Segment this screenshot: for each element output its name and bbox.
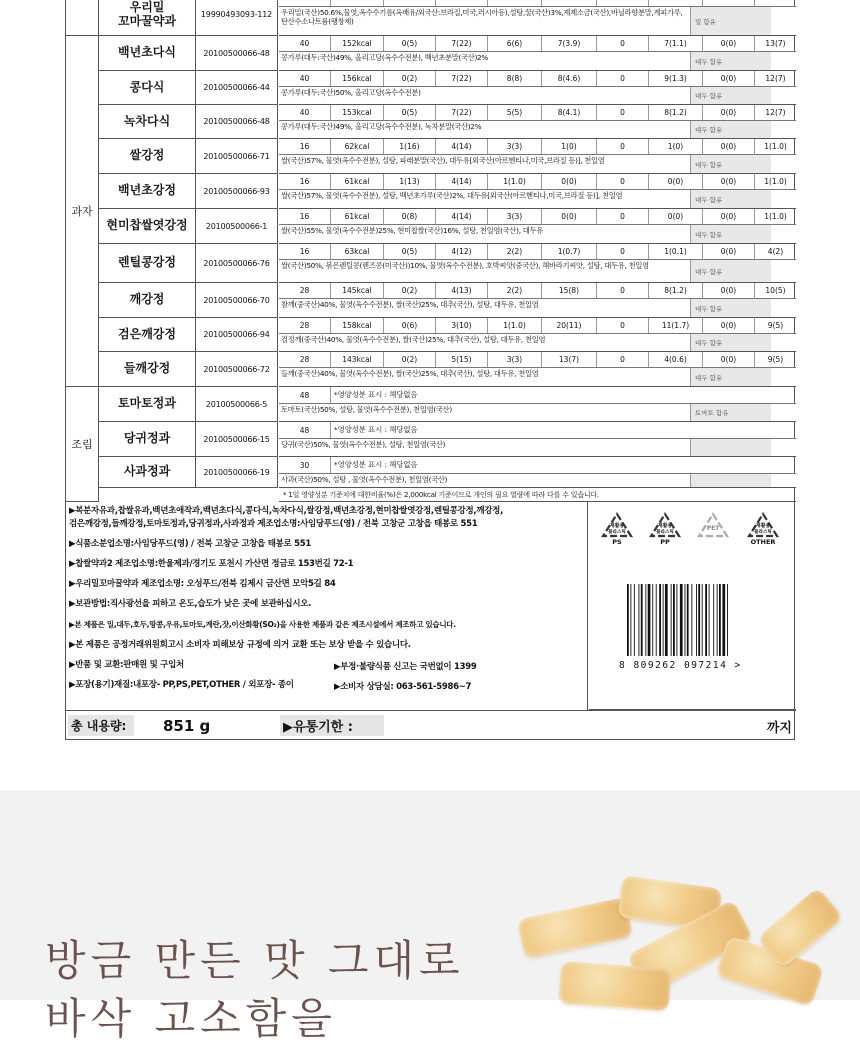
ingredients-text: 쌀(국산)55%, 물엿(옥수수전분)25%, 현미찹쌀(국산)16%, 설탕, 천일염(국산), 대두유: [279, 225, 691, 243]
nutrition-value: 0: [597, 244, 649, 259]
nutrition-value: 145kcal: [331, 283, 384, 298]
allergy-note: 밀 함유: [691, 7, 771, 35]
nutrition-row: [279, 105, 796, 121]
nutrition-value: 12(7): [765, 108, 786, 117]
nutrition-value: 20(11): [542, 318, 597, 333]
nutrition-value: 28: [279, 318, 331, 333]
info-line-6: ▶보관방법:직사광선을 피하고 온도,습도가 낮은 곳에 보관하십시오.: [69, 599, 312, 609]
nutrition-value: 7(22): [436, 105, 488, 120]
ingredients-text: 사과(국산)50%, 설탕 , 물엿(옥수수전분), 천일염(국산): [279, 474, 691, 487]
packaging-info: ▶포장(용기)재질:내포장- PP,PS,PET,OTHER / 외포장- 종이: [69, 680, 294, 690]
nutrition-value: 1(0.1): [649, 244, 703, 259]
nutrition-row: [279, 36, 796, 52]
svg-text:재활용: 재활용: [609, 523, 625, 529]
consumer-info: ▶소비자 상담실: 063-561-5986~7: [334, 682, 472, 692]
ingredients-text: 콩가루(대두:국산)49%, 올리고당(옥수수전분), 백년초분말(국산)2%: [279, 52, 691, 70]
nutrition-value: 10(5): [765, 286, 786, 295]
ingredients-row-top: [279, 7, 796, 36]
ingredients-row: [279, 368, 796, 387]
nutrition-value: 16: [279, 209, 331, 224]
recycle-pp-label: PP: [660, 538, 670, 546]
ingredients-text: 쌀(국산)57%, 물엿(옥수수전분), 설탕, 백년초가루(국산)2%, 대두유[외국산(아르헨티나,미국,브라질 등)], 천일염: [279, 190, 691, 208]
nutrition-value: 0(2): [384, 352, 436, 367]
return-info: ▶반품 및 교환:판매원 및 구입처: [69, 660, 184, 670]
promo-headline: 방금 만든 맛 그대로: [45, 936, 465, 985]
nutrition-value: 0(6): [384, 318, 436, 333]
ingredients-text: 들깨(중국산)40%, 물엿(옥수수전분), 쌀(국산)25%, 대추(국산), 설탕, 대두유, 천일염: [279, 368, 691, 386]
nutrition-value: 8(4.1): [542, 105, 597, 120]
nutrition-value: 40: [279, 36, 331, 51]
nutrition-value: 0(5): [384, 105, 436, 120]
category-snack: 과자: [66, 36, 99, 387]
svg-text:재활용: 재활용: [755, 523, 771, 529]
nutrition-row-top: [279, 0, 796, 7]
info-line-5: ▶우리밀꼬마꿀약과 제조업소명: 오성푸드/전북 김제시 금산면 모악5길 84: [69, 579, 336, 589]
nutrition-value: 28: [279, 352, 331, 367]
nutrition-value: 62kcal: [331, 139, 384, 154]
allergy-note: [691, 439, 771, 456]
allergy-note: 대두 함유: [691, 52, 771, 70]
ingredients-row: [279, 52, 796, 71]
product-name: 녹차다식: [99, 105, 196, 139]
nutrition-value: 0(0): [703, 283, 755, 298]
nutrition-value: 13(7): [542, 352, 597, 367]
product-name: 현미찹쌀엿강정: [99, 209, 196, 244]
nutrition-value: 0(2): [384, 283, 436, 298]
nutrition-value: 28: [279, 283, 331, 298]
recycle-ps-label: PS: [612, 538, 622, 546]
nutrition-value: 61kcal: [331, 209, 384, 224]
nutrition-value: 0: [597, 209, 649, 224]
weight-row: [279, 387, 796, 404]
nutrition-value: 4(14): [436, 174, 488, 189]
nutrition-value: 7(1.1): [649, 36, 703, 51]
nutrition-value: 1(0): [542, 139, 597, 154]
product-code: 20100500066-15: [196, 422, 278, 457]
nutrition-value: 4(14): [436, 209, 488, 224]
product-code: 20100500066-94: [196, 318, 278, 352]
allergy-note: 대두 함유: [691, 190, 771, 208]
nutrition-value: 2(2): [488, 244, 542, 259]
ingredients-text: 콩가루(대두:국산)49%, 올리고당(옥수수전분), 녹차분말(국산)2%: [279, 121, 691, 138]
barcode-number: 8 809262 097214 >: [619, 660, 742, 671]
nutrition-value: 0(0): [703, 36, 755, 51]
product-code: 20100500066-93: [196, 174, 278, 209]
product-code: 20100500066-48: [196, 36, 278, 71]
nutrition-value: 1(1.0): [488, 174, 542, 189]
product-name: 당귀정과: [99, 422, 196, 457]
nutrition-value: 40: [279, 105, 331, 120]
nutrition-value: 1(16): [384, 139, 436, 154]
daily-value-footnote: * 1일 영양성분 기준치에 대한비율(%)은 2,000kcal 기준이므로 개인의 필요 열량에 따라 다를 수 있습니다.: [279, 488, 796, 502]
nutrition-value: 152kcal: [331, 36, 384, 51]
recycle-other-icon: [743, 512, 783, 546]
nutrition-value: 0(0): [703, 209, 755, 224]
nutrition-value: 0(0): [542, 209, 597, 224]
nutrition-value: 7(22): [436, 71, 488, 86]
product-name: 토마토정과: [99, 387, 196, 422]
promo-subline: 바삭 고소함을: [45, 994, 337, 1043]
nutrition-value: 40: [279, 71, 331, 86]
nutrition-value: 11(1.7): [649, 318, 703, 333]
nutrition-value: 0: [597, 36, 649, 51]
nutrition-value: 9(5): [767, 355, 784, 364]
nutrition-row: [279, 352, 796, 368]
nutrition-value: 0(2): [384, 71, 436, 86]
nutrition-value: 9(5): [767, 321, 784, 330]
nutrition-value: 5(15): [436, 352, 488, 367]
allergy-note: 대두 함유: [691, 334, 771, 351]
nutrition-value: 0(0): [649, 209, 703, 224]
nutrition-value: 7(22): [436, 36, 488, 51]
nutrition-value: 4(13): [436, 283, 488, 298]
nutrition-value: 2(2): [488, 283, 542, 298]
nutrition-row: [279, 139, 796, 155]
recycle-ps-icon: [597, 512, 637, 546]
nutrition-value: 0: [597, 318, 649, 333]
info-line-3: ▶식품소분업소명:사임당푸드(영) / 전북 고창군 고창읍 태봉로 551: [69, 539, 311, 549]
category-jorim: 조림: [66, 387, 99, 502]
product-code: 20100500066-48: [196, 105, 278, 139]
ingredients-row: [279, 299, 796, 318]
nutrition-value: 0: [597, 105, 649, 120]
nutrition-value: 3(3): [488, 209, 542, 224]
nutrition-value: 3(10): [436, 318, 488, 333]
product-weight: 30: [279, 457, 331, 473]
nutrition-value: 16: [279, 174, 331, 189]
info-line-8: ▶본 제품은 공정거래위원회고시 소비자 피해보상 규정에 의거 교환 또는 보상 받을 수 있습니다.: [69, 640, 411, 650]
product-code: 20100500066-44: [196, 71, 278, 105]
category-top-blank: [66, 0, 99, 36]
nutrition-value: 0(0): [703, 71, 755, 86]
nutrition-note: *영양성분 표시 : 해당없음: [334, 390, 418, 399]
volume-label: 총 내용량:: [68, 715, 134, 736]
nutrition-value: 143kcal: [331, 352, 384, 367]
allergy-note: 대두 함유: [691, 260, 771, 282]
product-weight: 48: [279, 387, 331, 403]
svg-text:PET: PET: [706, 525, 720, 532]
recycling-barcode-panel: [589, 502, 796, 710]
product-name: 사과정과: [99, 457, 196, 488]
svg-text:재활용: 재활용: [657, 523, 673, 529]
allergy-note: 토마토 함유: [691, 404, 771, 421]
ingredients-row: [279, 474, 796, 488]
volume-value: 851 g: [163, 717, 211, 735]
nutrition-value: 0(0): [703, 318, 755, 333]
recycle-other-label: OTHER: [750, 538, 776, 546]
product-code: 20100500066-5: [196, 387, 278, 422]
nutrition-value: 0(0): [542, 174, 597, 189]
nutrition-value: 1(1.0): [488, 318, 542, 333]
product-weight: 48: [279, 422, 331, 438]
nutrition-row: [279, 209, 796, 225]
svg-text:플라스틱: 플라스틱: [656, 530, 674, 535]
ingredients-row: [279, 439, 796, 457]
product-code: 20100500066-71: [196, 139, 278, 174]
nutrition-value: 0(0): [703, 352, 755, 367]
nutrition-value: 156kcal: [331, 71, 384, 86]
nutrition-value: 0(0): [649, 174, 703, 189]
ingredients-row: [279, 87, 796, 105]
allergy-note: 대두 함유: [691, 225, 771, 243]
ingredients-text: 쌀(국산)50%, 볶은렌틸콩(렌즈콩(미국산))10%, 물엿(옥수수전분), 호박씨앗(중국산), 해바라기씨앗, 설탕, 대두유, 천일염: [279, 260, 691, 282]
nutrition-value: 9(1.3): [649, 71, 703, 86]
nutrition-value: 0: [597, 283, 649, 298]
nutrition-value: 12(7): [765, 74, 786, 83]
allergy-note: [691, 474, 771, 487]
bottom-summary-bar: [66, 710, 796, 740]
nutrition-value: 1(1.0): [764, 177, 787, 186]
product-code: 20100500066-70: [196, 283, 278, 318]
product-name: 깨강정: [99, 283, 196, 318]
ingredients-text: 당귀(국산)50%, 물엿(옥수수전분), 설탕, 천일염(국산): [279, 439, 691, 456]
product-name: 콩다식: [99, 71, 196, 105]
nutrition-value: 16: [279, 244, 331, 259]
weight-row: [279, 457, 796, 474]
nutrition-value: 0: [597, 139, 649, 154]
nutrition-row: [279, 244, 796, 260]
svg-text:플라스틱: 플라스틱: [754, 530, 772, 535]
ingredients-text: 검정깨(중국산)40%, 물엿(옥수수전분), 쌀(국산)25%, 대추(국산), 설탕, 대두유, 천일염: [279, 334, 691, 351]
nutrition-value: 8(4.6): [542, 71, 597, 86]
nutrition-value: 15(8): [542, 283, 597, 298]
allergy-note: 대두 함유: [691, 155, 771, 173]
nutrition-value: 0(5): [384, 244, 436, 259]
nutrition-value: 4(2): [767, 247, 784, 256]
recycle-pp-icon: [645, 512, 685, 546]
nutrition-value: 0: [597, 352, 649, 367]
weight-row: [279, 422, 796, 439]
nutrition-row: [279, 174, 796, 190]
nutrition-value: 4(14): [436, 139, 488, 154]
product-code: 20100500066-19: [196, 457, 278, 488]
nutrition-value: 1(13): [384, 174, 436, 189]
info-line-7: ▶본 제품은 밀,대두,호두,땅콩,우유,토마토,계란,잣,이산화황(SO₂)을 사용한 제품과 같은 제조시설에서 제조하고 있습니다.: [69, 620, 456, 629]
nutrition-value: 0(8): [384, 209, 436, 224]
manufacturer-info: [66, 502, 588, 710]
nutrition-value: 0(0): [703, 139, 755, 154]
ingredients-row: [279, 260, 796, 283]
nutrition-value: 6(6): [488, 36, 542, 51]
nutrition-value: 0(0): [703, 244, 755, 259]
report-info: ▶부정·불량식품 신고는 국번없이 1399: [334, 662, 477, 672]
nutrition-value: 158kcal: [331, 318, 384, 333]
nutrition-value: 1(0.7): [542, 244, 597, 259]
allergy-note: 대두 함유: [691, 121, 771, 138]
nutrition-value: 8(8): [488, 71, 542, 86]
nutrition-value: 153kcal: [331, 105, 384, 120]
nutrition-value: 0: [597, 71, 649, 86]
nutrition-value: 0(5): [384, 36, 436, 51]
barcode-image: [625, 584, 759, 656]
expiry-tail: 까지: [766, 721, 792, 736]
nutrition-value: 63kcal: [331, 244, 384, 259]
nutrition-value: 4(0.6): [649, 352, 703, 367]
svg-text:플라스틱: 플라스틱: [608, 530, 626, 535]
product-name: 백년초강정: [99, 174, 196, 209]
info-line-2: 검은깨강정,들깨강정,토마토정과,당귀정과,사과정과 제조업소명:사임당푸드(영) / 전북 고창군 고창읍 태봉로 551: [69, 519, 478, 529]
nutrition-note: *영양성분 표시 : 해당없음: [334, 460, 418, 469]
nutrition-value: 3(3): [488, 352, 542, 367]
allergy-note: 대두 함유: [691, 87, 771, 104]
nutrition-value: 16: [279, 139, 331, 154]
ingredients-row: [279, 155, 796, 174]
info-line-4: ▶찹쌀약과2 제조업소명:한울제과/경기도 포천시 가산면 정금로 153번길 72-1: [69, 559, 354, 569]
nutrition-value: 0: [597, 174, 649, 189]
nutrition-note: *영양성분 표시 : 해당없음: [334, 425, 418, 434]
product-name: 쌀강정: [99, 139, 196, 174]
expiry-label: ▶유통기한 :: [280, 715, 384, 736]
promo-banner: [0, 790, 860, 1043]
ingredients-text: 콩가루(대두:국산)50%, 올리고당(옥수수전분): [279, 87, 691, 104]
nutrition-value: 5(5): [488, 105, 542, 120]
ingredients-row: [279, 404, 796, 422]
allergy-note: 대두 함유: [691, 299, 771, 317]
nutrition-value: 61kcal: [331, 174, 384, 189]
product-name: 들깨강정: [99, 352, 196, 387]
nutrition-row: [279, 71, 796, 87]
ingredients-row: [279, 334, 796, 352]
ingredients-text: 토마토(국산)50%, 설탕, 물엿(옥수수전분), 천일염(국산): [279, 404, 691, 421]
nutrition-value: 1(0): [649, 139, 703, 154]
nutrition-value: 13(7): [765, 39, 786, 48]
nutrition-value: 3(3): [488, 139, 542, 154]
nutrition-value: 7(3.9): [542, 36, 597, 51]
ingredients-row: [279, 121, 796, 139]
ingredients-row: [279, 225, 796, 244]
recycle-pet-icon: [693, 512, 733, 538]
nutrition-value: 0(0): [703, 174, 755, 189]
ingredients-text: 참깨(중국산)40%, 물엿(옥수수전분), 쌀(국산)25%, 대추(국산), 설탕, 대두유, 천일염: [279, 299, 691, 317]
nutrition-row: [279, 318, 796, 334]
nutrition-row: [279, 283, 796, 299]
nutrition-value: 1(1.0): [764, 212, 787, 221]
nutrition-value: 4(12): [436, 244, 488, 259]
nutrition-value: 0(0): [703, 105, 755, 120]
nutrition-value: 8(1.2): [649, 283, 703, 298]
ingredients-row: [279, 190, 796, 209]
nutrition-label-sheet: [65, 0, 795, 740]
product-name: 렌틸콩강정: [99, 244, 196, 283]
product-code: 20100500066-76: [196, 244, 278, 283]
product-name: 백년초다식: [99, 36, 196, 71]
product-name-top: 우리밀 꼬마꿀약과: [99, 0, 196, 36]
product-code-top: 19990493093-112: [196, 0, 278, 36]
ingredients-text: 쌀(국산)57%, 물엿(옥수수전분), 설탕, 파래분말(국산), 대두유[외국산(아르헨티나,미국,브라질 등)], 천일염: [279, 155, 691, 173]
ingredients-text: 우리밀(국산)50.6%,물엿,옥수수기름(옥배유/외국산:브라질,미국,러시아등),설탕,꿀(국산)3%,제제소금(국산),바닐라향분말,계피가루,탄산수소나트륨(팽창제): [279, 7, 691, 35]
info-line-1: ▶복분자유과,찹쌀유과,백년초애작과,백년초다식,콩다식,녹차다식,쌀강정,백년초강정,현미찹쌀엿강정,렌틸콩강정,깨강정,: [69, 506, 504, 516]
nutrition-value: 1(1.0): [764, 142, 787, 151]
product-name: 검은깨강정: [99, 318, 196, 352]
allergy-note: 대두 함유: [691, 368, 771, 386]
product-code: 20100500066-72: [196, 352, 278, 387]
nutrition-value: 8(1.2): [649, 105, 703, 120]
product-code: 20100500066-1: [196, 209, 278, 244]
